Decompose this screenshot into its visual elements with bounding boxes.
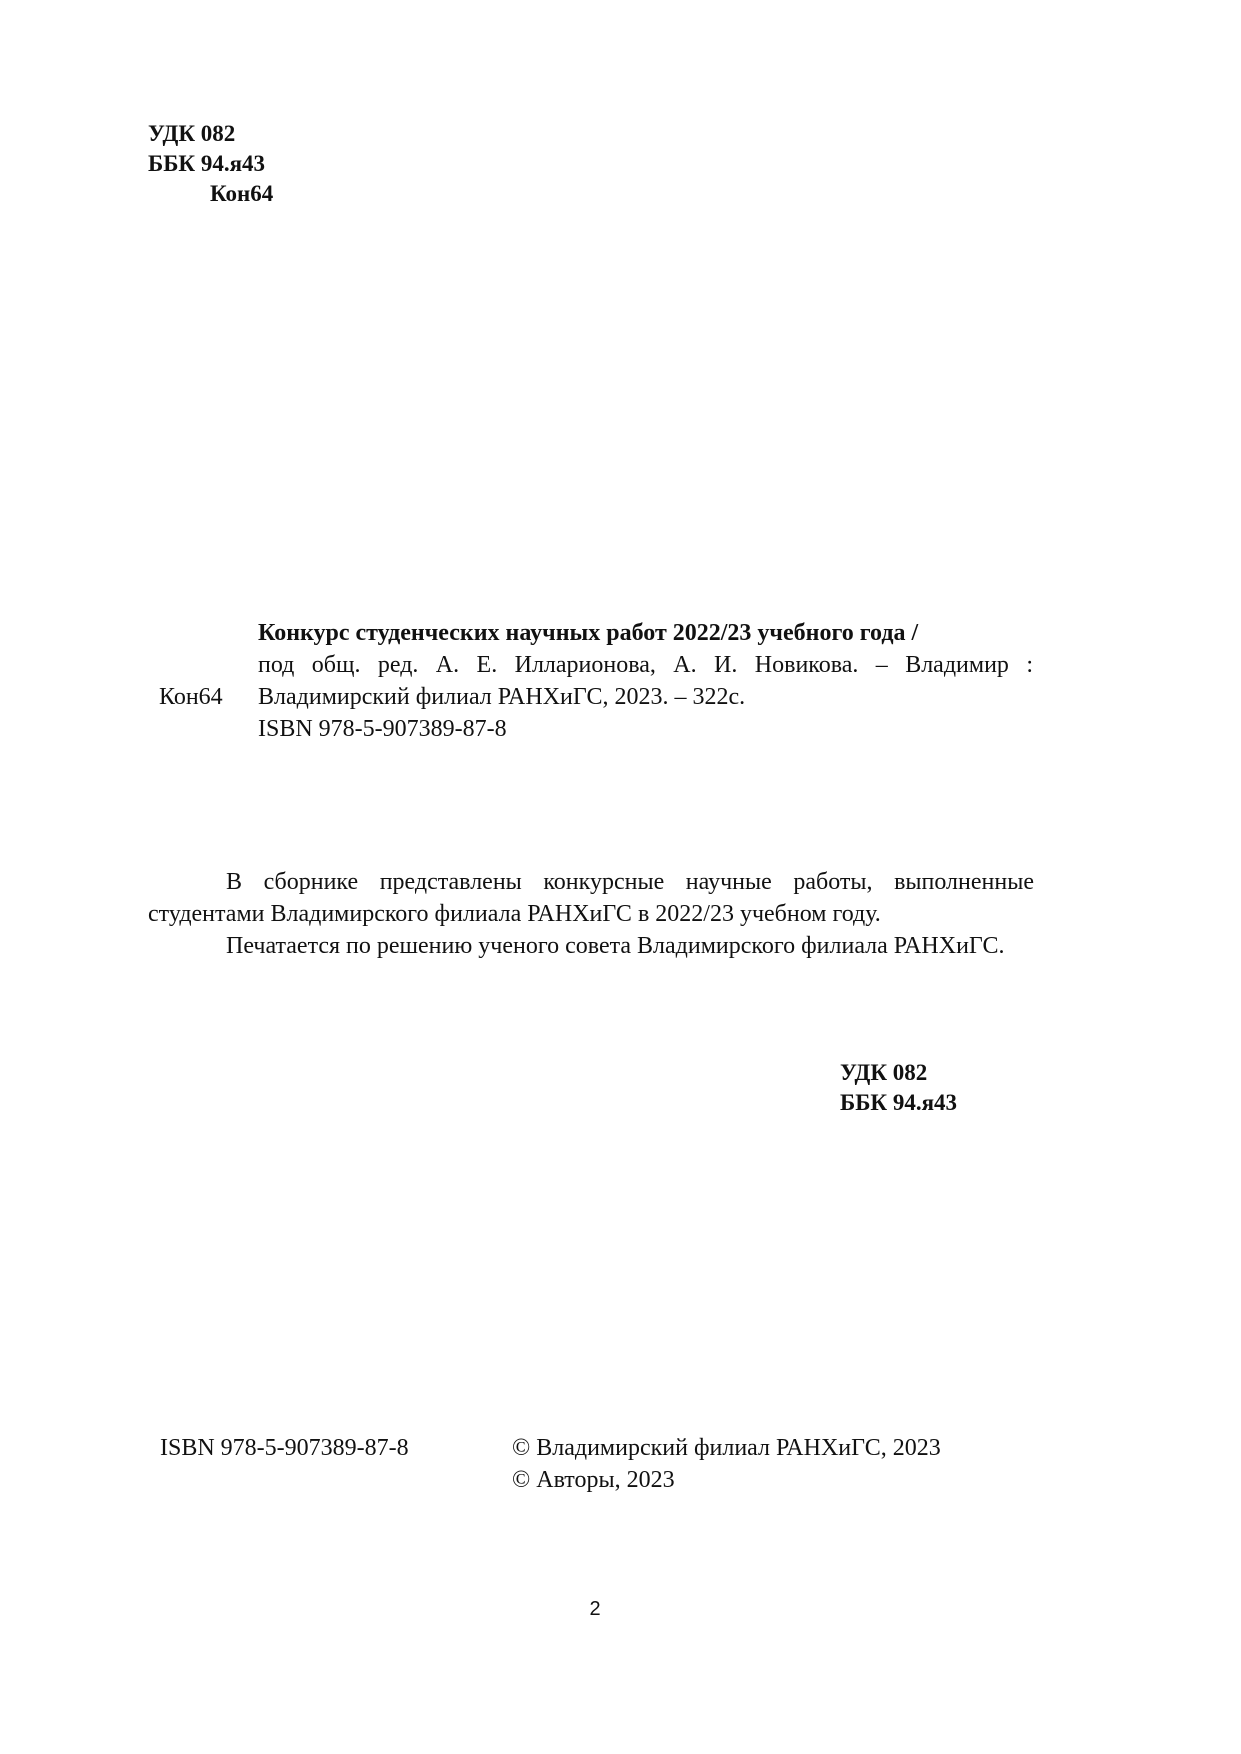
catalog-publisher-line: Владимирский филиал РАНХиГС, 2023. – 322с. bbox=[258, 684, 746, 710]
page-number: 2 bbox=[589, 1598, 601, 1620]
catalog-author-mark: Кон64 bbox=[159, 684, 223, 710]
catalog-title: Конкурс студенческих научных работ 2022/23 учебного года / bbox=[258, 620, 919, 646]
catalog-editors-line: под общ. ред. А. Е. Илларионова, А. И. Новикова. – Владимир : bbox=[258, 652, 1033, 678]
header-bbk: ББК 94.я43 bbox=[148, 151, 266, 176]
header-udk: УДК 082 bbox=[148, 121, 236, 146]
annotation-paragraph-2: Печатается по решению ученого совета Владимирского филиала РАНХиГС. bbox=[226, 933, 1005, 959]
catalog-card bbox=[258, 617, 1033, 745]
footer-udk: УДК 082 bbox=[840, 1060, 928, 1085]
copyright-branch: © Владимирский филиал РАНХиГС, 2023 bbox=[512, 1435, 941, 1461]
header-author-mark: Кон64 bbox=[210, 181, 274, 206]
copyright-authors: © Авторы, 2023 bbox=[512, 1467, 675, 1493]
annotation-block bbox=[148, 866, 1034, 962]
footer-bbk: ББК 94.я43 bbox=[840, 1090, 958, 1115]
footer-index-block bbox=[840, 1058, 957, 1118]
header-index-block bbox=[148, 119, 273, 209]
copyright-isbn: ISBN 978-5-907389-87-8 bbox=[160, 1435, 409, 1461]
copyright-block bbox=[512, 1432, 941, 1496]
annotation-paragraph-1: В сборнике представлены конкурсные научные работы, выполненные студентами Владимирского филиала РАНХиГС в 2022/23 учебном году. bbox=[148, 869, 1034, 927]
catalog-isbn: ISBN 978-5-907389-87-8 bbox=[258, 716, 507, 742]
